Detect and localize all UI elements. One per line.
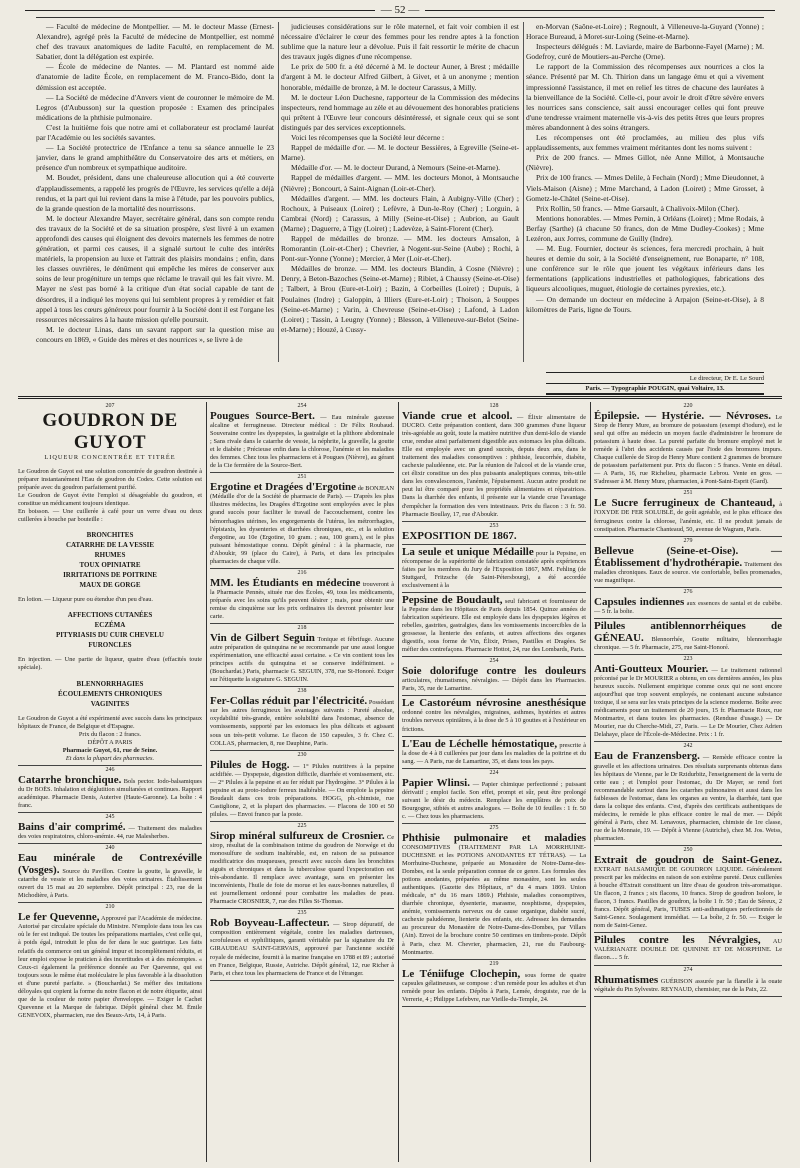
- ad-number: 238: [297, 688, 307, 695]
- ad-text: prescrite à la dose de 4 à 8 cuillerées par jour dans les maladies de la poitrine et du sang. — A Paris, rue de Lamartine, 35, et dans tous les pays.: [402, 741, 586, 765]
- ad-text: Blennorrhée, Goutte militaire, blennorrhagie chronique. — 5 fr. Pharmacie, 275, rue Saint-Honoré.: [594, 635, 782, 651]
- ad-number: 279: [683, 537, 693, 544]
- ad-number: 275: [489, 824, 499, 831]
- ad-number: 276: [683, 588, 693, 595]
- news-paragraph: — Faculté de médecine de Montpellier. — M. le docteur Masse (Ernest-Alexandre), agrégé près la Faculté de médecine de Montpellier, est nommé chef des travaux anatomiques de ladite Faculté, en remplacement de M. Sabatier, dont la délégation est expirée.: [36, 22, 274, 62]
- ad-text: Le Goudron de Guyot est une solution concentrée de goudron destinée à préparer instantanément l'Eau de goudron du Codex. Cette solution est préparée avec du goudron parfaitement purifié.: [18, 468, 202, 492]
- ad-bains-air: [18, 813, 202, 844]
- indication-item: IRRITATIONS DE POITRINE: [63, 571, 157, 580]
- ad-title: Le Téniifuge Clochepin,: [402, 967, 521, 980]
- advertisement: [402, 824, 586, 960]
- page-number: — 52 —: [0, 4, 800, 16]
- ad-number: 242: [683, 743, 693, 750]
- ad-number: 230: [297, 751, 307, 758]
- ad-number: 219: [489, 960, 499, 967]
- ad-number: 274: [683, 966, 693, 973]
- column-divider: [278, 22, 279, 362]
- ad-title: Épilepsie. — Hystérie. — Névroses.: [594, 410, 771, 422]
- header-rule: [36, 17, 764, 18]
- ad-text: — Sirop dépuratif, de composition entièrement végétale, contre les maladies dartreuses, scrofuleuses et syphilitiques, garanti véritable par la signature du Dr GIRAUDEAU SAINT-GERVAIS, approuvé par l'ancienne société royale de médecine, fournit à la marine française en 1788 et 89 ; autorisé en France, Belgique, Russie, Autriche. Dépôt général, 12, rue Richer à Paris, et chez tous les pharmaciens de France et de l'étranger.: [210, 921, 394, 977]
- indication-item: AFFECTIONS CUTANÉES: [67, 611, 153, 620]
- ad-title: GOUDRON DE GUYOT: [42, 410, 178, 453]
- ad-text: — 1° Pilules nutritives à la pepsine acidifiée. — Dyspepsie, digestion difficile, diarrhée et vomissement, etc. — 2° Pilules à la pepsine et au fer réduit par l'hydrogène. 3° Pilules à la pepsine et au proto-iodure ferreux inaltérable. — On emploie la pepsine Boudault dans ces trois préparations. HOGG, ph.-chimiste, rue Castiglione, 2, et la plupart des pharmacies. — Flacons de 100 et 50 pilules. — Envoi franco par la poste.: [210, 762, 394, 818]
- news-paragraph: — On demande un docteur en médecine à Arpajon (Seine-et-Oise), à 8 kilomètres de Paris, ligne de Tours.: [526, 294, 764, 314]
- indication-list: [18, 610, 202, 650]
- news-column-2: [281, 22, 519, 362]
- ad-title: Ergotine et Dragées d'Ergotine: [210, 481, 357, 494]
- ad-text: à l'OXYDE DE FER SOLUBLE, de goût agréable, est le plus efficace des ferrugineux contre la chlorose, l'anémie, etc. Il ne produit jamais de constipation. Pharmacie Chanteaud, 50, avenue de Wagram, Paris.: [594, 501, 782, 533]
- signature: Le directeur, Dr E. Le Sourd: [689, 375, 764, 382]
- ad-number: 254: [297, 403, 307, 409]
- printer-line: Paris. — Typographie POUGIN, quai Voltaire, 13.: [546, 383, 764, 393]
- ad-price: Prix du flacon : 2 francs.: [78, 730, 142, 738]
- ad-text: — Le traitement rationnel préconisé par le Dr MOURIER a obtenu, en ces dernières années, les plus heureux succès. Nullement empirique comme ceux qui ne sont encore aujourd'hui que trop souvent employés, ne contenant aucune substance toxique, il se sera sur les vrais principes de la science moderne. Boîte avec médicaments pour un traitement de 20 jours, 15 fr. Pharmacie Roux, rue Montmartre, et dans toutes les pharmacies. (Renduse d'usage.) — Dr Mourier, rue du Cherche-Midi, 27, Paris. — Le Dr Mourier, Chez Adrien Delahaye, place de l'École-de-Médecine. Prix : 1 fr.: [594, 667, 782, 739]
- advertisement: [594, 619, 782, 655]
- advertisement: [402, 769, 586, 824]
- news-paragraph: Médailles d'argent. — MM. les docteurs Flain, à Aubigny-Ville (Cher) ; Rochoux, à Puiseaux (Loiret) ; Lefèvre, à Dun-le-Roy (Cher) ; Lorguin, à Cambrai (Nord) ; Carassus, à Milly (Seine-et-Oise) ; Aubrion, au Gault (Marne) ; Daguerre, à Tigy (Loiret) ; Ladevèze, à Saint-Florent (Cher).: [281, 193, 519, 233]
- ad-number: 225: [297, 822, 307, 829]
- ad-text: CONSOMPTIVES (TRAITEMENT PAR LA MORRHUINE-DUCHESNE et les POTIONS ANODANTES ET TÉTRAS). — La Morrhuine-Duchesne, préparée au Monastère de Notre-Dame-des-Dombes, est la seule préparation connue de ce genre. Les formules des potions anodantes, préparées au même monastère, sont les seules authentiques. (Gazette des Hôpitaux, n° du 4 mars 1869. Union médicale, n° du 16 mars 1869.) Phthisie, maladies consomptives, diarrhée chronique, dysenterie, marasme, nosphtisme, dyspepsies, anémie, vomissements nerveux ou de cause organique, diabète sucré, cachexie paludéenne, lienterie des enfants, etc. Adressez les demandes au procureur du Monastère de Notre-Dame-des-Dombes, par Villars (Ain). Envoi de la brochure contre 50 centimes en timbres-poste. Dépôt à Paris, chez M. Chevrier, pharmacien, 21, rue du Faubourg-Montmartre.: [402, 843, 586, 956]
- news-paragraph: M. le docteur Alexandre Mayer, secrétaire général, dans son compte rendu des travaux de la Société et de sa situation prospère, s'est livré à un examen approfondi des causes qui éloignent des devoirs maternels les femmes de notre génération, et parmi ces causes, il a signalé surtout le culte des intérêts matériels, la propension au luxe et l'attrait des plaisirs mondains ; enfin, dans les classes ouvrières, le dénûment qui empêche les mères de conserver aux soins de leur progéniture un temps que réclame le travail qui les fait vivre. M. Mayer ne s'est pas borné à la critique d'un état social capable de tant de désordres, il a indiqué les moyens qui lui semblent propres à y remédier et fait appel à tous les cœurs généreux pour fournir à la Société dont il est l'organe les ressources nécessaires à la haute mission qu'elle poursuit.: [36, 213, 274, 324]
- ad-text: — Élixir alimentaire de DUCRO. Cette préparation contient, dans 300 grammes d'une liqueur très-agréable au goût, toute la matière nutritive d'un demi-kilo de viande crue, rendue ainsi parfaitement digestible aux estomacs les plus délicats. Elle est employée avec un grand succès, depuis deux ans, dans le traitement des maladies consomptives : phthisie, leucorrhée, diabète, cachexie paludéenne, etc. Par la réunion de l'alcool et de la viande crue, cet élixir constitue un des plus puissants analeptiques connus, très-utile dans les convalescences, l'anémie, l'épuisement. Aucun autre produit ne peut lui être comparé pour les propriétés alimentaires et réparatrices. Dans la diarrhée des enfants, il présente sur la viande crue l'avantage d'empêcher la formation des vers intestinaux. Prix du flacon : 3 fr. 50. Pharmacie Boullay, 17, rue d'Aboukir.: [402, 414, 586, 518]
- news-paragraph: Le rapport de la Commission des récompenses aux nourrices a clos la séance. Présenté par M. Ch. Thirion dans un langage ému et qui a vivement impressionné l'assistance, il met en relief les titres de chacune des lauréates à la bienveillance de la Société. Celle-ci, pour avoir le droit d'être sévère envers les nourrices sans conscience, sait aussi encourager celles qui font preuve d'une tendresse vraiment maternelle vis-à-vis des petits êtres que leurs propres mères abandonnent à des soins étrangers.: [526, 62, 764, 132]
- ad-text: GUÉRISON assurée par la flanelle à la ouate végétale du Pin Sylvestre. REYNAUD, chemisier, rue de la Paix, 22.: [594, 977, 782, 993]
- ad-number: 128: [489, 403, 499, 409]
- news-paragraph: Les récompenses ont été proclamées, au milieu des plus vifs applaudissements, aux femmes vraiment méritantes dont les noms suivent :: [526, 133, 764, 153]
- ad-text: AU VALÉRIANATE DOUBLE DE QUININE ET DE MORPHINE. Le flacon..... 5 fr.: [594, 938, 782, 962]
- advertisement: [594, 588, 782, 619]
- ad-text: pour la Pepsine, en récompense de la supériorité de fabrication constatée après expériences faites par les membres du Jury de l'Exposition 1867, MM. Fehling (de Stuttgard, Fritzsche (de Saint-Pétersbourg), a été accordée exclusivement à la: [402, 549, 586, 589]
- indication-item: PITYRIASIS DU CUIR CHEVELU: [56, 631, 164, 640]
- ad-text: En boisson. — Une cuillerée à café pour un verre d'eau ou deux cuillerées à bouche par bouteille :: [18, 508, 202, 524]
- ad-text: Et dans la plupart des pharmacies.: [65, 754, 155, 762]
- news-paragraph: judicieuses considérations sur le rôle maternel, et fait voir combien il est nécessaire d'éclairer le cœur des femmes pour les rendre aptes à la fonction sublime que la nature leur a dévolue. Puis il fait ressortir le mérite de chacun des travaux jugés dignes d'une récompense.: [281, 22, 519, 62]
- news-paragraph: Prix de 100 francs. — Mmes Delile, à Fechain (Nord) ; Mme Dieudonnet, à Viels-Maison (Aisne) ; Mme Marchand, à Ladon (Loiret) ; Mme Grosset, à Gometz-le-Châtel (Seine-et-Oise).: [526, 173, 764, 203]
- ad-title: Rhumatismes: [594, 973, 659, 986]
- news-paragraph: — M. Eug. Fournier, docteur ès sciences, fera mercredi prochain, à huit heures et demie du soir, à la Société d'enseignement, rue Bonaparte, n° 108, une conférence sur le rôle que jouent les végétaux inférieurs dans les fermentations (applications industrielles et pathologiques, fabrications des liqueurs alcooliques, muguet, étiologie de certaines pyrexies, etc.).: [526, 244, 764, 294]
- ad-text: ordonné contre les névralgies, migraines, asthmes, hystéries et autres troubles nerveux opiniâtres, à la dose de 5 à 10 gouttes et à l'extérieur en frictions.: [402, 709, 586, 733]
- ad-title: Pepsine de Boudault,: [402, 593, 503, 606]
- ad-number: 245: [105, 813, 115, 820]
- ad-text: Possédant sur les autres ferrugineux les avantages suivants : Pureté absolue, oxydabilité très-grande, entière solubilité dans l'estomac, absence de vomissements, supporté par les estomacs les plus délicats et agissant sous un très-petit volume. Le flacon de 150 capsules, 3 fr. Chez C. COLLAS, pharmacien, 8, rue Dauphine, Paris.: [210, 699, 394, 747]
- ad-text: Tonique et fébrifuge. Aucune autre préparation de quinquina ne se recommande par une aussi longue expérimentation, une efficacité aussi certaine. « Ce vin contient tous les principes actifs du quinquina et se conserve indéfiniment. » (Bouchardat.) Paris, pharmacie G. SEGUIN, 378, rue St-Honoré. Exiger sur l'étiquette la signature G. SEGUIN.: [210, 636, 394, 684]
- ad-number: 235: [297, 910, 307, 917]
- ad-number: 254: [489, 658, 499, 665]
- ad-title: Sirop minéral sulfureux de Crosnier.: [210, 829, 385, 842]
- ad-title: Le Sucre ferrugineux de Chanteaud,: [594, 497, 776, 510]
- advertisement: [594, 402, 782, 489]
- column-divider: [523, 22, 524, 362]
- news-paragraph: Prix de 200 francs. — Mmes Gillot, née Anne Millot, à Montsauche (Nièvre).: [526, 153, 764, 173]
- ad-text: Le Sirop de Henry Mure, au bromure de potassium (exempt d'iodure), est le seul qui offre au médecin un moyen facile d'administrer le bromure de potassium à haute dose. La pureté parfaite du bromure employé met le remède à l'abri des accidents causés par l'iode des bromures impurs. Chaque cuillerée de Sirop de Henry Mure contient 2 grammes de bromure de potassium parfaitement pur. Prix du flacon : 5 francs. Vente en détail. — A Paris, 16, rue Richelieu, pharmacie Lebrou. Vente en gros. — S'adresser à M. Henry Mure, pharmacien, à Pont-Saint-Esprit (Gard).: [594, 414, 782, 486]
- ad-text: En lotion. — Liqueur pure ou étendue d'un peu d'eau.: [18, 596, 153, 604]
- ad-title: Pougues Source-Bert.: [210, 410, 315, 422]
- colophon: [546, 372, 764, 395]
- ad-title: Vin de Gilbert Seguin: [210, 632, 315, 645]
- ad-title: Pilules contre les Névralgies,: [594, 934, 761, 947]
- ad-title: Eau de Franzensberg.: [594, 750, 700, 763]
- ad-text: articulaires, rhumatismes, névralgies. — Dépôt dans les Pharmacies. Paris, 35, rue de Lamartine.: [402, 677, 586, 693]
- ad-title: Pilules de Hogg.: [210, 758, 290, 771]
- advertisement: [210, 402, 394, 473]
- ad-title: EXPOSITION DE 1867.: [402, 529, 517, 542]
- news-paragraph: Rappel de médailles de bronze. — MM. les docteurs Amsalon, à Romorantin (Loir-et-Cher) ; Chevrier, à Nogent-sur-Seine (Aube) ; Rochi, à Pont-sur-Yonne (Yonne) ; Mercier, à Mer (Loir-et-Cher).: [281, 233, 519, 264]
- advertisement: [402, 545, 586, 593]
- ad-text: Source du Pavillon. Contre la goutte, la gravelle, le catarrhe de vessie et les maladies des voies urinaires. Établissement ouvert du 15 mai au 20 septembre. Dépôt principal : 23, rue de la Michodière, à Paris.: [18, 868, 202, 900]
- ad-text: Traitement des maladies chroniques. Eaux de source. vie confortable, belles promenades, vue magnifique.: [594, 560, 782, 584]
- ad-catarrhe: [18, 766, 202, 813]
- indication-item: ECZÉMA: [94, 621, 126, 630]
- ad-text: seul fabricant et fournisseur de la Pepsine dans les Hôpitaux de Paris depuis 1854. Quinze années de fabrication supérieure. Elle est employée dans les dyspepsies légères et rebelles, gastrites, gastralgies, dans les vomissements incoercibles de la grossesse, la lienterie des enfants, et autres affections des organes digestifs, sous forme de Vin, Élixir, Prises, Pastilles et Dragées. Se méfier des contrefaçons. Pharmacie Hottot, 24, rue des Lombards, Paris.: [402, 597, 586, 654]
- advertisement: [594, 846, 782, 933]
- ad-text: Ce sirop, résultat de la combinaison intime du goudron de Norwége et du monosulfure de sodium inaltérable, est, en raison de sa puissance modificatrice des muqueuses, prescrit avec succès dans les bronchites aiguës et chroniques et dans la tuberculose quand l'expectoration est très-abondante. Il remplace avec avantage, sans en présenter les inconvénients, l'huile de foie de morue et les eaux-bonnes naturelles, il est journellement ordonné pour combattre les maladies de peau. Pharmacie CROSNIER, 7, rue des Filles St-Thomas.: [210, 833, 394, 906]
- ad-title: Le Castoréum névrosine anesthésique: [402, 697, 586, 710]
- ad-number: 251: [683, 490, 693, 497]
- ad-depot: DÉPÔT A PARIS: [87, 738, 133, 746]
- indication-item: FURONCLES: [88, 641, 132, 650]
- ad-number: 223: [683, 656, 693, 663]
- advertisement: [210, 569, 394, 624]
- ad-text: — Traitement des maladies des voies respiratoires, chloro-anémie. 44, rue Malesherbes.: [18, 824, 202, 841]
- news-paragraph: Inspecteurs délégués : M. Laviarde, maire de Barbonne-Fayel (Marne) ; M. Godefroy, curé de Moutiers-au-Perche (Orne).: [526, 42, 764, 62]
- indication-item: VAGINITES: [90, 699, 130, 708]
- advertisement: [402, 657, 586, 696]
- ad-number: 216: [297, 569, 307, 576]
- news-paragraph: M. le docteur Léon Duchesne, rapporteur de la Commission des médecins inspecteurs, rend hommage au zèle et au dévouement des honorables praticiens qui prêtent à l'Œuvre leur concours désintéressé, et signale ceux qui se sont distingués par des services exceptionnels.: [281, 92, 519, 132]
- news-paragraph: Voici les récompenses que la Société leur décerne :: [291, 133, 445, 143]
- indication-item: MAUX DE GORGE: [79, 581, 141, 590]
- ad-pharmacy: Pharmacie Guyot, 61, rue de Seine.: [62, 746, 158, 754]
- ad-text: En injection. — Une partie de liqueur, quatre d'eau (effacités toute spéciale).: [18, 656, 202, 672]
- news-paragraph: Rappel de médaille d'or. — M. le docteur Bessières, à Egreville (Seine-et-Marne).: [281, 143, 519, 163]
- news-paragraph: M. le docteur Linas, dans un savant rapport sur la question mise au concours en 1869, « Guide des mères et des nourrices », se livre à de: [36, 324, 274, 344]
- advertisement: [210, 624, 394, 687]
- ad-text: — Eau minérale gazeuse alcaline et ferrugineuse. Directeur médical : Dr Félix Roubaud. Souveraine contre les dyspepsies, la gastralgie et la plithore abdominale ; Sans rivale dans le catarrhe de vessie, la néphrite, la gravelle, la goutte et le diabète ; Précieuse enfin dans la chlorose, l'anémie et les maladies des femmes. Chez tous les pharmaciens et à Pougues (Nièvre), au gérant de la Cie fermière de la Source-Bert.: [210, 414, 394, 470]
- advertisement: [402, 593, 586, 657]
- ads-column-2: [210, 402, 394, 1162]
- indication-item: RHUMES: [94, 551, 126, 560]
- advertisement: [402, 737, 586, 769]
- ad-text: Bols pector. Iodo-balsamiques du Dr BOËS. Inhalation et déglutition simultanées et continues. Rapport académique. Pharmacie Denis, Auterive (Haute-Garonne). La boîte : 4 franc.: [18, 777, 202, 809]
- news-paragraph: Le prix de 500 fr. a été décerné à M. le docteur Auner, à Brest ; médaille d'argent à M. le docteur Alfred Gilbert, à Givet, et à un anonyme ; mention honorable, médaille de bronze, à M. le docteur Carassus, à Milly.: [281, 62, 519, 92]
- advertisement: [594, 742, 782, 846]
- indication-list: [18, 679, 202, 709]
- ad-subtitle: LIQUEUR CONCENTRÉE ET TITRÉE: [44, 454, 176, 461]
- ads-separator: [18, 396, 782, 399]
- advertisement: [594, 537, 782, 588]
- advertisement: [210, 751, 394, 822]
- ad-title: L'Eau de Léchelle hémostatique,: [402, 737, 558, 750]
- ad-number: 224: [489, 769, 499, 776]
- news-paragraph: Médailles de bronze. — MM. les docteurs Blandin, à Cosne (Nièvre) ; Denry, à Beton-Bazoches (Seine-et-Marne) ; Ribiet, à Chaussy (Seine-et-Oise) ; Talbert, à Brou (Eure-et-Loir) ; Bazin, à Corbeilles (Loiret) ; Dupuis, à Poulaines (Indre) ; Galoppin, à Illiers (Eure-et-Loir) ; Thoison, à Souppes (Seine-et-Marne) ; Varin, à Chevreuse (Seine-et-Oise) ; Lafond, à Ladon (Loiret) ; Tassin, à Leugny (Yonne) ; Blesson, à Villeneuve-sur-Belot (Seine-et-Marne) ; Houzé, à Cussy-: [281, 264, 519, 334]
- news-columns: [36, 22, 764, 362]
- news-paragraph: — La Société de médecine d'Anvers vient de couronner le mémoire de M. Legros (d'Aubusson) sur la question proposée : Examen des principales médications de la phthisie pulmonaire.: [36, 92, 274, 122]
- ads-column-4: [594, 402, 782, 1162]
- ad-number: 251: [297, 474, 307, 481]
- ad-number: 246: [105, 766, 115, 773]
- advertisement: [594, 966, 782, 997]
- column-divider: [590, 402, 591, 1162]
- news-paragraph: — La Société protectrice de l'Enfance a tenu sa séance annuelle le 23 janvier, dans le grand amphithéâtre du Conservatoire des arts et métiers, en présence d'un nombreux et sympathique auditoire.: [36, 143, 274, 173]
- ad-number: 218: [297, 625, 307, 632]
- ad-text: EXTRAIT BALSAMIQUE DE GOUDRON LIQUIDE. Généralement prescrit par les médecins en raison de son extrême pureté. Deux cuillerées à bouche d'Extrait constituent un litre d'eau de goudron très-aromatique. Un flacon, 2 francs ; six flacons, 10 francs. Sirop de goudron Isolore, le flacon, 3 francs. Pastilles de goudron, la boîte 1 fr. 50 ; Eau de Séreux, 2 francs. Dépôt général, Paris, TUBES anti-asthmatiques perfectionnés de Saint-Genez. Soulagement immédiat. — La boîte, 2 fr. 50. — Exiger le nom de Saint-Genez.: [594, 866, 782, 930]
- ads-column-3: [402, 402, 586, 1162]
- advertisement: [402, 402, 586, 522]
- ad-text: — Papier chimique perfectionné ; puissant dérivatif ; emploi facile. Son effet, prompt et sûr, peut être prolongé suivant le désir du médecin. Remplace les emplâtres de poix de Bourgogne, stibiés et autres analogues. — Boîte de 10 feuilles : 1 fr. 50 c. — Chez tous les pharmaciens.: [402, 780, 586, 820]
- ad-title: Eau minérale de Contrexéville (Vosges).: [18, 852, 202, 877]
- ad-title: Pilules antiblennorrhéiques de GÉNEAU.: [594, 619, 782, 644]
- ad-title: Bellevue (Seine-et-Oise). — Établissement d'hydrothérapie.: [594, 544, 782, 569]
- ad-title: Viande crue et alcool.: [402, 410, 513, 422]
- news-column-1: [36, 22, 274, 362]
- news-paragraph: en-Morvan (Saône-et-Loire) ; Regnoult, à Villeneuve-la-Guyard (Yonne) ; Horace Bureaud, à Moret-sur-Loing (Seine-et-Marne).: [526, 22, 764, 42]
- advertisement: [594, 933, 782, 965]
- advertisement: [210, 909, 394, 980]
- ad-text: Le Goudron de Guyot évite l'emploi si désagréable du goudron, et constitue un médicament toujours identique.: [18, 492, 202, 508]
- news-paragraph: Médaille d'or. — M. le docteur Durand, à Nemours (Seine-et-Marne).: [291, 163, 500, 173]
- news-column-3: [526, 22, 764, 362]
- advertisement: [402, 696, 586, 736]
- news-paragraph: Mentions honorables. — Mmes Pernin, à Orléans (Loiret) ; Mme Rodais, à Berfay (Sarthe) (à chacune 50 francs, don de Mme Dudley-Cookes) ; Mme Lezéron, aux Jorres, commune de Guilly (Indre).: [526, 213, 764, 243]
- ad-text: de BONJEAN (Médaille d'or de la Société de pharmacie de Paris). — D'après les plus illustres médecins, les Dragées d'Ergotine sont employées avec le plus grand succès pour faciliter le travail de l'accouchement, contre les hémorrhagies utérines, les engorgements de l'utérus, les métrorrhagies, l'épistaxis, les dysenteries et diarrhées chroniques, etc., et la solution d'ergotine, au 10e (Ergotine, 10 gram. ; eau, 100 gram.), est le plus puissant hémostatique connu. Dépôt général : à la pharmacie, rue d'Aboukir, 99 (place du Caire), à Paris, et dans les principales pharmacies de chaque ville.: [210, 485, 394, 565]
- advertisement: [210, 822, 394, 909]
- ad-title: La seule et unique Médaille: [402, 545, 534, 558]
- ad-number: 250: [683, 846, 693, 853]
- column-divider: [398, 402, 399, 1162]
- ad-number: 240: [105, 845, 115, 852]
- advertisement: [594, 489, 782, 536]
- ad-title: Anti-Goutteux Mourier.: [594, 663, 709, 676]
- advertisement: [210, 687, 394, 750]
- ad-text: trouveront à la Pharmacie Pennès, située rue des Écoles, 49, tous les médicaments, préparés avec les soins qu'ils peuvent désirer ; mais, pour obtenir une remise du cinquième sur les prix ordinaires ils devront présenter leur carte.: [210, 580, 394, 620]
- ad-title: Catarrhe bronchique.: [18, 773, 122, 786]
- ad-text: sous forme de quatre capsules gélatineuses, se compose : d'un remède pour les adultes et d'un remède pour les enfants. Dépôts à Paris, Lemée, droguiste, rue de la Verrerie, 4 ; Philippe Lefebvre, rue Vieille-du-Temple, 24.: [402, 971, 586, 1003]
- news-paragraph: Prix Rollin, 50 francs. — Mme Garsault, à Chalivoix-Milon (Cher).: [536, 203, 740, 213]
- ad-title: MM. les Étudiants en médecine: [210, 576, 361, 589]
- news-paragraph: M. Boudet, président, dans une chaleureuse allocution qui a été couverte d'applaudissements, a rappelé les progrès de l'Œuvre, les services qu'elle a déjà rendus, et la part qui lui revient dans la mise à l'étude, par les pouvoirs publics, de la grande question de la mortalité des nourrissons.: [36, 173, 274, 213]
- ad-number: 210: [105, 904, 115, 911]
- ad-text: aux essences de santal et de cubèbe. — 5 fr. la boîte.: [594, 599, 782, 615]
- ad-number: 207: [105, 403, 115, 409]
- ad-goudron-guyot: [18, 402, 202, 766]
- column-divider: [206, 402, 207, 1162]
- ad-contrexeville: [18, 844, 202, 903]
- advertisement: [402, 960, 586, 1007]
- ad-number: 220: [683, 403, 693, 409]
- ad-title: Rob Boyveau-Laffecteur.: [210, 917, 330, 930]
- ad-title: Fer-Collas réduit par l'électricité.: [210, 695, 368, 708]
- indication-item: TOUX OPINIATRE: [79, 561, 141, 570]
- ad-number: 253: [489, 522, 499, 529]
- ad-title: Papier Wlinsi.: [402, 776, 470, 789]
- news-paragraph: C'est la huitième fois que notre ami et collaborateur est proclamé lauréat par l'Académie ou les sociétés savantes.: [36, 122, 274, 143]
- advertisement: [210, 473, 394, 568]
- indication-item: ÉCOULEMENTS CHRONIQUES: [57, 689, 163, 698]
- ads-column-1: [18, 402, 202, 1162]
- ad-title: Soie dolorifuge contre les douleurs: [402, 665, 586, 678]
- news-paragraph: — École de médecine de Nantes. — M. Plantard est nommé aide d'anatomie de ladite École, en remplacement de M. Franco-Bido, dont la démission est acceptée.: [36, 62, 274, 92]
- advertisement: [402, 522, 586, 545]
- indication-item: BRONCHITES: [86, 531, 134, 540]
- indication-item: BLENNORRHAGIES: [76, 679, 144, 688]
- ad-text: — Remède efficace contre la gravelle et les affections urinaires. Des résultats surprenants obtenus dans les hôpitaux de Vienne, par le Dr Rzidurbitz, l'enseignement de la vertu de cette eau ; et l'emploi pour l'estomac, du Dr Mayer, se rend fort recommandable surtout dans les catarrhes pulmonaires et aussi dans les faiblesses de l'estomac, dans les organes au ventre, la diarrhée, tant que dans la colique des enfants. C'est, d'après des certificats authentiques de médecins, le remède le plus efficace contre le mal de mer. — Dépôt général à Paris, chez M. Lenavoux, pharmacien, chimiste de 1re classe, rue de la Monnaie, 19. — Dépôt à Vienne (Autriche), chez M. Jos. Weiss, pharmacien.: [594, 754, 782, 842]
- ad-fer-quevenne: [18, 903, 202, 1022]
- news-paragraph: Rappel de médailles d'argent. — MM. les docteurs Monot, à Montsauche (Nièvre) ; Boncourt, à Saint-Aignan (Loir-et-Cher).: [281, 173, 519, 193]
- ad-title: Capsules indiennes: [594, 595, 685, 608]
- indication-list: [18, 530, 202, 590]
- advertisement: [594, 655, 782, 742]
- ad-text: Approuvé par l'Académie de médecine. Autorisé par circulaire spéciale du Ministre. N'emploie dans tous les cas où le fer est indiqué. De toutes les préparations martiales, c'est celle qui, à poids égal, introduit le plus de fer dans le suc gastrique. Les faits relatifs du commerce ont un général impur et incomplètement réduits, et leur emploi expose le praticien à des incertitudes et à des mécomptes. « Ceux-ci également la préférence donnée au Fer Quevenne, qui est toujours sous le même état moléculaire le plus favorable à la dissolution et d'une pureté parfaite. » (Bouchardat.) Se méfier des imitations déloyales qui copient la forme du notre flacon et de notre étiquette, ainsi que de la couleur de notre papier d'enveloppe. — Exiger le Cachet Quevenne et la Marque de fabrique. Dépôt général chez M. Émile GENEVOIX, pharmacien, rue des Beaux-Arts, 14, à Paris.: [18, 915, 202, 1019]
- ad-text: Le Goudron de Guyot a été expérimenté avec succès dans les principaux hôpitaux de France, de Belgique et d'Espagne.: [18, 714, 202, 730]
- ad-title: Bains d'air comprimé.: [18, 820, 126, 833]
- ad-title: Le fer Quevenne,: [18, 911, 100, 924]
- ad-title: Extrait de goudron de Saint-Genez.: [594, 853, 782, 866]
- ad-title: Phthisie pulmonaire et maladies: [402, 831, 586, 844]
- indication-item: CATARRHE DE LA VESSIE: [65, 541, 155, 550]
